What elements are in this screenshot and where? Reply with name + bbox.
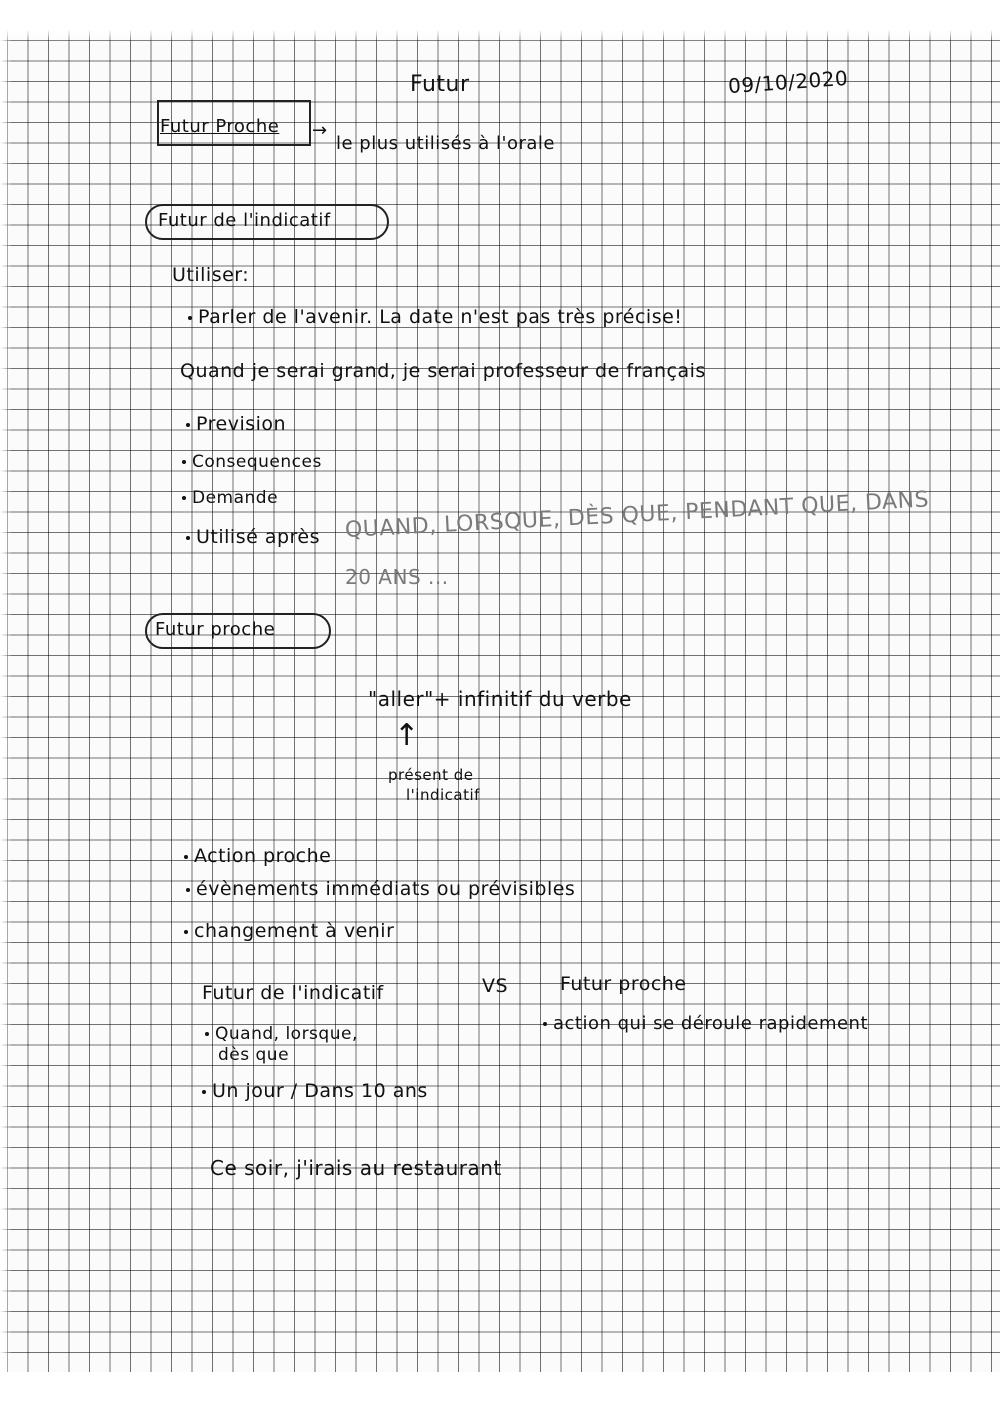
bullet-action-proche-text: Action proche — [194, 845, 332, 867]
bullet-dot — [543, 1022, 547, 1026]
bullet-evenements — [186, 878, 575, 900]
bullet-demande-text: Demande — [192, 488, 279, 508]
apres-conjunctions-line1: QUAND, LORSQUE, DÈS QUE, PENDANT QUE, DANS — [344, 487, 930, 543]
bullet-dot — [186, 536, 190, 540]
utiliser-label: Utiliser: — [172, 264, 250, 286]
comparison-left-item2-text: Un jour / Dans 10 ans — [212, 1080, 428, 1102]
header-note-text: le plus utilisés à l'orale — [336, 133, 555, 154]
comparison-left-item1 — [205, 1024, 358, 1044]
bullet-dot — [186, 423, 190, 427]
bullet-dot — [184, 855, 188, 859]
bullet-evenements-text: évènements immédiats ou prévisibles — [196, 878, 576, 900]
bullet-prevision — [186, 413, 286, 435]
comparison-left-title: Futur de l'indicatif — [202, 982, 384, 1004]
comparison-left-item1-cont: dès que — [218, 1045, 290, 1065]
page-date: 09/10/2020 — [727, 65, 849, 99]
apres-conjunctions-line2: 20 ANS ... — [345, 565, 449, 589]
comparison-right-title: Futur proche — [560, 973, 687, 995]
comparison-vs: VS — [482, 975, 509, 997]
header-arrow: → — [312, 120, 328, 141]
comparison-left-item1-text: Quand, lorsque, — [215, 1024, 358, 1044]
example-sentence: Quand je serai grand, je serai professeur de français — [180, 360, 706, 382]
page-title: Futur — [410, 72, 470, 97]
comparison-right-item1 — [543, 1013, 868, 1034]
bullet-dot — [182, 460, 186, 464]
bullet-avenir — [188, 306, 682, 328]
bullet-dot — [186, 888, 190, 892]
bullet-avenir-text: Parler de l'avenir. La date n'est pas très précise! — [198, 306, 683, 328]
bullet-dot — [202, 1090, 206, 1094]
section-heading-futur-proche: Futur proche — [155, 619, 276, 640]
page-top-edge — [0, 0, 1000, 42]
bullet-dot — [188, 316, 192, 320]
comparison-left-item2 — [202, 1080, 428, 1102]
bullet-changement-text: changement à venir — [194, 920, 395, 942]
bullet-consequences-text: Consequences — [192, 452, 322, 472]
bullet-changement — [184, 920, 394, 942]
bullet-dot — [182, 496, 186, 500]
note-indicatif: l'indicatif — [406, 786, 480, 804]
bullet-action-proche — [184, 845, 331, 867]
comparison-right-item1-text: action qui se déroule rapidement — [553, 1013, 869, 1034]
bullet-dot — [205, 1032, 209, 1036]
arrow-up: ↑ — [394, 718, 420, 753]
formula: "aller"+ infinitif du verbe — [368, 687, 632, 711]
bullet-prevision-text: Prevision — [196, 413, 287, 435]
bullet-apres — [186, 526, 320, 548]
note-present: présent de — [388, 766, 474, 784]
section-heading-indicatif: Futur de l'indicatif — [158, 210, 331, 231]
closing-sentence: Ce soir, j'irais au restaurant — [210, 1156, 502, 1180]
bullet-apres-label: Utilisé après — [196, 526, 321, 548]
bullet-demande — [182, 488, 278, 508]
bullet-consequences — [182, 452, 322, 472]
header-boxed-label: Futur Proche — [160, 116, 280, 137]
page-bottom-margin — [0, 1372, 1000, 1413]
page-left-edge — [0, 0, 12, 1413]
bullet-dot — [184, 930, 188, 934]
